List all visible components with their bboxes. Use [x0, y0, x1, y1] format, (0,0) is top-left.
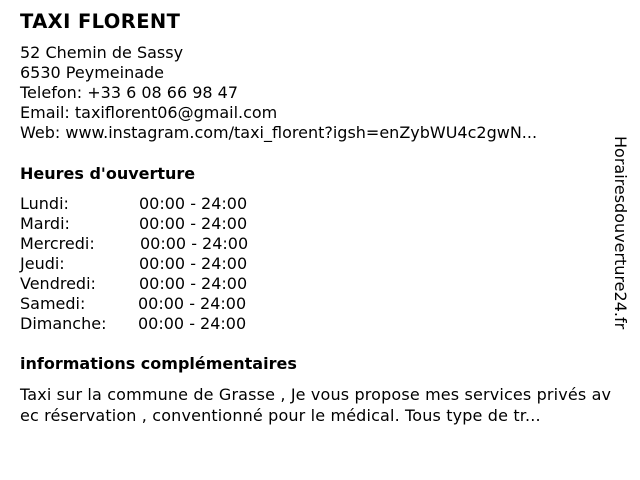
time-range: 00:00 - 24:00: [139, 274, 248, 293]
hours-row-thursday: [20, 254, 280, 274]
phone[interactable]: Telefon: +33 6 08 66 98 47: [20, 83, 239, 102]
day-label: Mercredi:: [20, 234, 95, 253]
hours-row-monday: [20, 194, 280, 214]
day-label: Mardi:: [20, 214, 70, 233]
address-city: 6530 Peymeinade: [20, 63, 165, 82]
time-range: 00:00 - 24:00: [139, 194, 248, 213]
website[interactable]: Web: www.instagram.com/taxi_florent?igsh=enZybWU4c2gwN...: [20, 123, 538, 142]
time-range: 00:00 - 24:00: [138, 294, 247, 313]
time-range: 00:00 - 24:00: [139, 214, 248, 233]
info-text: Taxi sur la commune de Grasse , Je vous propose mes services privés avec réservation , conventionné pour le médical. Tous type de tr...: [20, 385, 612, 425]
time-range: 00:00 - 24:00: [140, 234, 249, 253]
day-label: Lundi:: [20, 194, 69, 213]
hours-heading: Heures d'ouverture: [20, 164, 196, 183]
address-street: 52 Chemin de Sassy: [20, 43, 184, 62]
contact-block: [20, 43, 537, 143]
day-label: Jeudi:: [20, 254, 65, 273]
time-range: 00:00 - 24:00: [138, 314, 247, 333]
site-watermark: Horairesdouverture24.fr: [611, 136, 630, 330]
day-label: Samedi:: [20, 294, 86, 313]
day-label: Vendredi:: [20, 274, 96, 293]
hours-row-sunday: [20, 314, 280, 334]
hours-row-wednesday: [20, 234, 280, 254]
hours-row-tuesday: [20, 214, 280, 234]
business-name: TAXI FLORENT: [20, 10, 181, 33]
day-label: Dimanche:: [20, 314, 107, 333]
hours-row-friday: [20, 274, 280, 294]
hours-row-saturday: [20, 294, 280, 314]
time-range: 00:00 - 24:00: [139, 254, 248, 273]
email[interactable]: Email: taxiflorent06@gmail.com: [20, 103, 278, 122]
info-heading: informations complémentaires: [20, 354, 297, 373]
opening-hours-list: [20, 194, 280, 334]
